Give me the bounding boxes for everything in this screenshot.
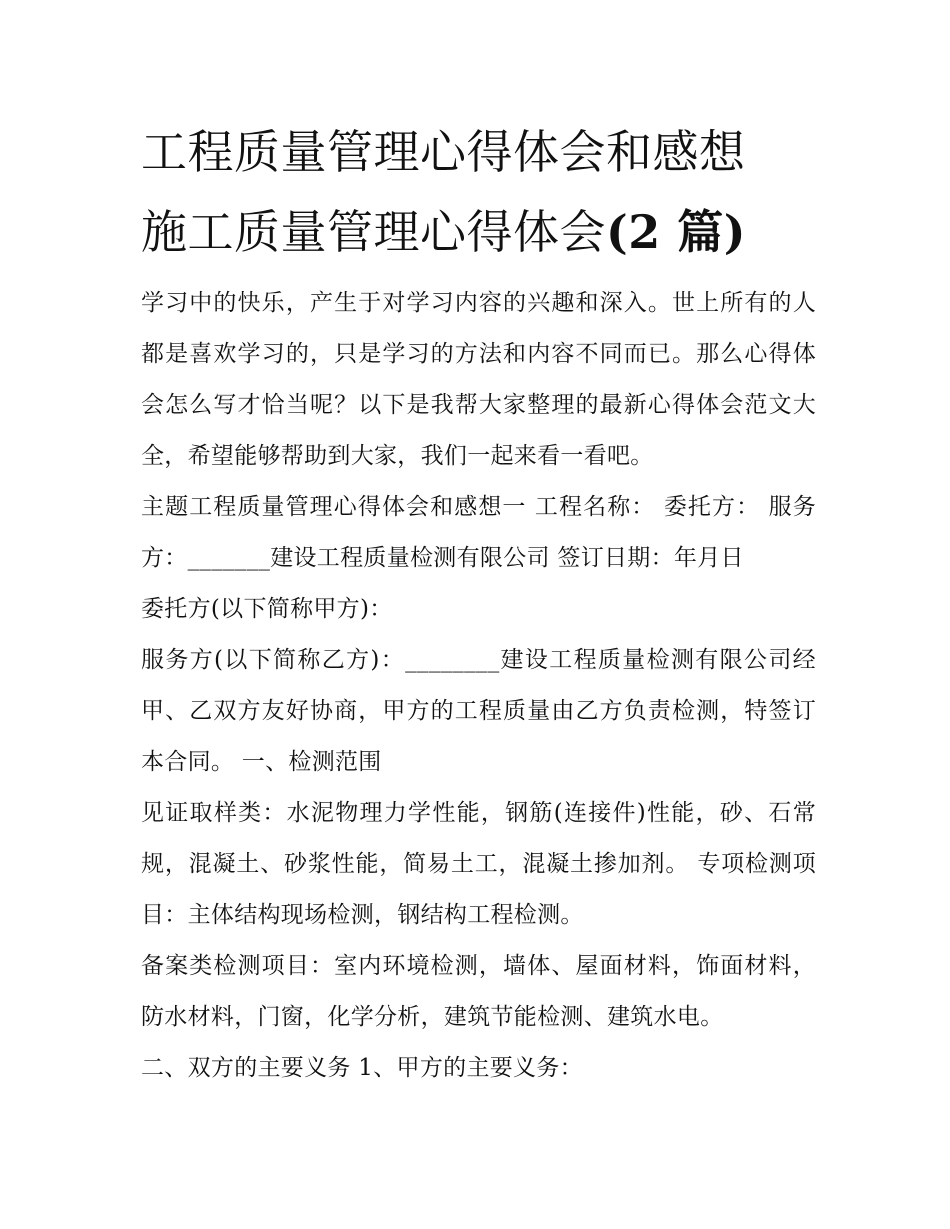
document-title [141,112,816,272]
paragraph-obligations: 二、双方的主要义务 1、甲方的主要义务： [141,1055,583,1081]
title-line-2-main: 施工质量管理心得体会 [141,205,606,259]
paragraph-filing-items: 备案类检测项目：室内环境检测，墙体、屋面材料，饰面材料，防水材料，门窗，化学分析，建筑节能检测、建筑水电。 [141,953,816,1030]
title-line-1: 工程质量管理心得体会和感想 [141,125,746,179]
paragraph-client: 委托方(以下简称甲方)： [141,596,393,622]
document-body [141,112,816,1094]
paragraph-sampling-items: 见证取样类：水泥物理力学性能，钢筋(连接件)性能，砂、石常规，混凝土、砂浆性能，简易土工，混凝土掺加剂。 专项检测项目：主体结构现场检测，钢结构工程检测。 [141,800,816,928]
paragraph-contract-header: 主题工程质量管理心得体会和感想一 工程名称： 委托方： 服务方：_______建设工程质量检测有限公司 签订日期：年月日 [141,494,816,571]
title-line-2-suffix: (2 篇) [606,205,747,259]
title-line-2 [141,192,816,272]
paragraph-intro: 学习中的快乐，产生于对学习内容的兴趣和深入。世上所有的人都是喜欢学习的，只是学习的方法和内容不同而已。那么心得体会怎么写才恰当呢？以下是我帮大家整理的最新心得体会范文大全，希望能够帮助到大家，我们一起来看一看吧。 [141,290,816,469]
paragraph-service-provider: 服务方(以下简称乙方)：________建设工程质量检测有限公司经甲、乙双方友好协商，甲方的工程质量由乙方负责检测，特签订本合同。 一、检测范围 [141,647,816,775]
